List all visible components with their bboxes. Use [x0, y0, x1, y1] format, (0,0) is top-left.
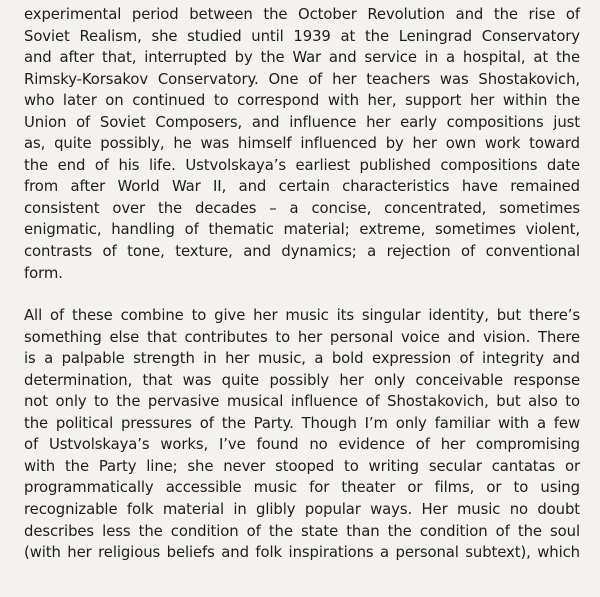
paragraph-line: All of these combine to give her music its singular identity, but there’s — [24, 306, 580, 325]
paragraph-line: something else that contributes to her personal voice and vision. There — [24, 327, 580, 346]
paragraph-line: Union of Soviet Composers, and influence her early compositions just — [24, 112, 580, 131]
paragraph-line: not only to the pervasive musical influence of Shostakovich, but also to — [24, 392, 580, 411]
paragraph-2 — [24, 305, 580, 564]
paragraph-line: describes less the condition of the state than the condition of the soul — [24, 521, 580, 540]
text-column — [24, 4, 580, 564]
paragraph-line: the political pressures of the Party. Though I’m only familiar with a few — [24, 413, 580, 432]
paragraph-line: experimental period between the October Revolution and the rise of — [24, 5, 580, 23]
paragraph-1 — [24, 4, 580, 284]
paragraph-line: the end of his life. Ustvolskaya’s earliest published compositions date — [24, 155, 580, 174]
paragraph-line: is a palpable strength in her music, a bold expression of integrity and — [24, 349, 580, 368]
paragraph-line: of Ustvolskaya’s works, I’ve found no evidence of her compromising — [24, 435, 580, 454]
paragraph-line: consistent over the decades – a concise, concentrated, sometimes — [24, 198, 580, 217]
paragraph-line: Soviet Realism, she studied until 1939 at the Leningrad Conservatory — [24, 26, 580, 45]
paragraph-line: (with her religious beliefs and folk inspirations a personal subtext), which — [24, 543, 580, 562]
paragraph-line: enigmatic, handling of thematic material; extreme, sometimes violent, — [24, 220, 580, 239]
paragraph-line: programmatically accessible music for theater or films, or to using — [24, 478, 580, 497]
paragraph-line: form. — [24, 263, 63, 282]
paragraph-line: Rimsky-Korsakov Conservatory. One of her teachers was Shostakovich, — [24, 69, 580, 88]
paragraph-line: as, quite possibly, he was himself influenced by her own work toward — [24, 134, 580, 153]
paragraph-line: who later on continued to correspond with her, support her within the — [24, 91, 580, 110]
paragraph-line: with the Party line; she never stooped to writing secular cantatas or — [24, 456, 580, 475]
paragraph-line: from after World War II, and certain characteristics have remained — [24, 177, 580, 196]
paragraph-line: determination, that was quite possibly her only conceivable response — [24, 370, 580, 389]
paragraph-line: and after that, interrupted by the War and service in a hospital, at the — [24, 48, 580, 67]
paragraph-line: contrasts of tone, texture, and dynamics; a rejection of conventional — [24, 242, 580, 261]
paragraph-line: recognizable folk material in glibly popular ways. Her music no doubt — [24, 500, 580, 519]
